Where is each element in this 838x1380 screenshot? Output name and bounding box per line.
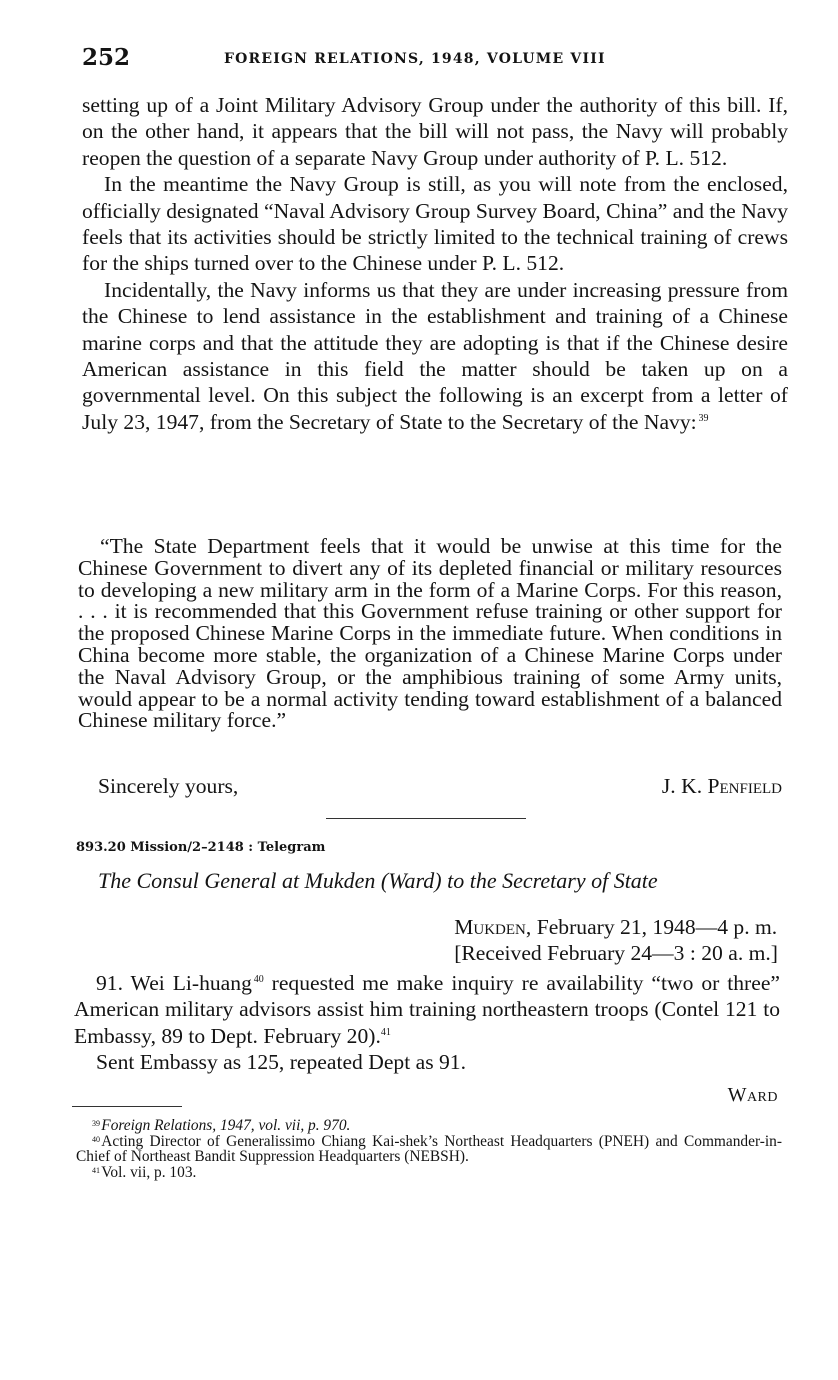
- footnotes: [76, 1118, 782, 1181]
- telegram-paragraph-2: Sent Embassy as 125, repeated Dept as 91.: [96, 1050, 467, 1075]
- valediction: Sincerely yours,: [98, 774, 239, 798]
- quote-text: “The State Department feels that it would be unwise at this time for the Chinese Government to divert any of its depleted financial or military resources to developing a new military arm in the form of a Marine Corps. For this reason, . . . it is recommended that this Government refuse training or other support for the proposed Chinese Marine Corps in the immediate future. When conditions in China become more stable, the organization of a Chinese Marine Corps under the Naval Advisory Group, or the amphibious training of some Army units, would appear to be a normal activity tending toward establishment of a balanced Chinese military force.”: [78, 534, 782, 733]
- footnote-divider: [72, 1106, 182, 1107]
- signature-penfield: J. K. Penfield: [661, 774, 782, 798]
- telegram-paragraph-1: [74, 970, 780, 1049]
- document-heading: The Consul General at Mukden (Ward) to the Secretary of State: [98, 868, 658, 893]
- date-text: , February 21, 1948—4 p. m.: [525, 915, 778, 939]
- running-header: [82, 44, 782, 74]
- footnote-text: Acting Director of Generalissimo Chiang Kai-shek’s Northeast Headquarters (PNEH) and Commander-in-Chief of Northeast Bandit Suppression Headquarters (NEBSH).: [76, 1133, 782, 1165]
- footnote-text: Vol. vii, p. 103.: [101, 1164, 197, 1181]
- footnote-ref-39: 39: [698, 412, 709, 424]
- place-name: Mukden: [454, 915, 526, 939]
- footnote-39: [76, 1118, 782, 1133]
- footnote-number: 40: [92, 1135, 100, 1144]
- date-sent: [454, 914, 778, 940]
- letter-closing: [98, 774, 782, 800]
- footnote-40: [76, 1134, 782, 1164]
- body-paragraph-2: In the meantime the Navy Group is still, as you will note from the enclosed, officially designated “Naval Advisory Group Survey Board, China” and the Navy feels that its activities should be strictly limited to the technical training of crews for the ships turned over to the Chinese under P. L. 512.: [82, 172, 788, 276]
- dateline: [454, 914, 778, 966]
- running-title: FOREIGN RELATIONS, 1948, VOLUME VIII: [224, 51, 606, 67]
- telegram-body: [74, 970, 780, 1076]
- telegram-p1-rest: requested me make inquiry re availability “two or three” American military advisors assist him training northeastern troops (Contel 121 to Embassy, 89 to Dept. February 20).: [74, 971, 780, 1048]
- footnote-41: [76, 1165, 782, 1180]
- footnote-ref-40: 40: [253, 974, 264, 985]
- footnote-number: 41: [92, 1166, 100, 1175]
- signature-ward: Ward: [727, 1084, 778, 1106]
- block-quote: [78, 536, 782, 732]
- telegram-p1-start: 91. Wei Li-huang: [96, 971, 252, 995]
- body-paragraph-1: setting up of a Joint Military Advisory Group under the authority of this bill. If, on the other hand, it appears that the bill will not pass, the Navy will probably reopen the question of a separate Navy Group under authority of P. L. 512.: [82, 93, 788, 170]
- date-received: [Received February 24—3 : 20 a. m.]: [454, 941, 778, 965]
- section-divider: [326, 818, 526, 819]
- body-paragraph-3-text: Incidentally, the Navy informs us that they are under increasing pressure from the Chinese to lend assistance in the establishment and training of a Chinese marine corps and that the attitude they are adopting is that if the Chinese desire American assistance in this field the matter should be taken up on a governmental level. On this subject the following is an excerpt from a letter of July 23, 1947, from the Secretary of State to the Secretary of the Navy:: [82, 277, 788, 434]
- letter-body: [82, 92, 788, 435]
- body-paragraph-3: [82, 277, 788, 435]
- file-reference: 893.20 Mission/2–2148 : Telegram: [76, 840, 326, 855]
- footnote-number: 39: [92, 1119, 100, 1128]
- footnote-ref-41: 41: [380, 1026, 391, 1038]
- footnote-text: Foreign Relations, 1947, vol. vii, p. 970.: [101, 1117, 351, 1134]
- page-number: 252: [82, 44, 131, 71]
